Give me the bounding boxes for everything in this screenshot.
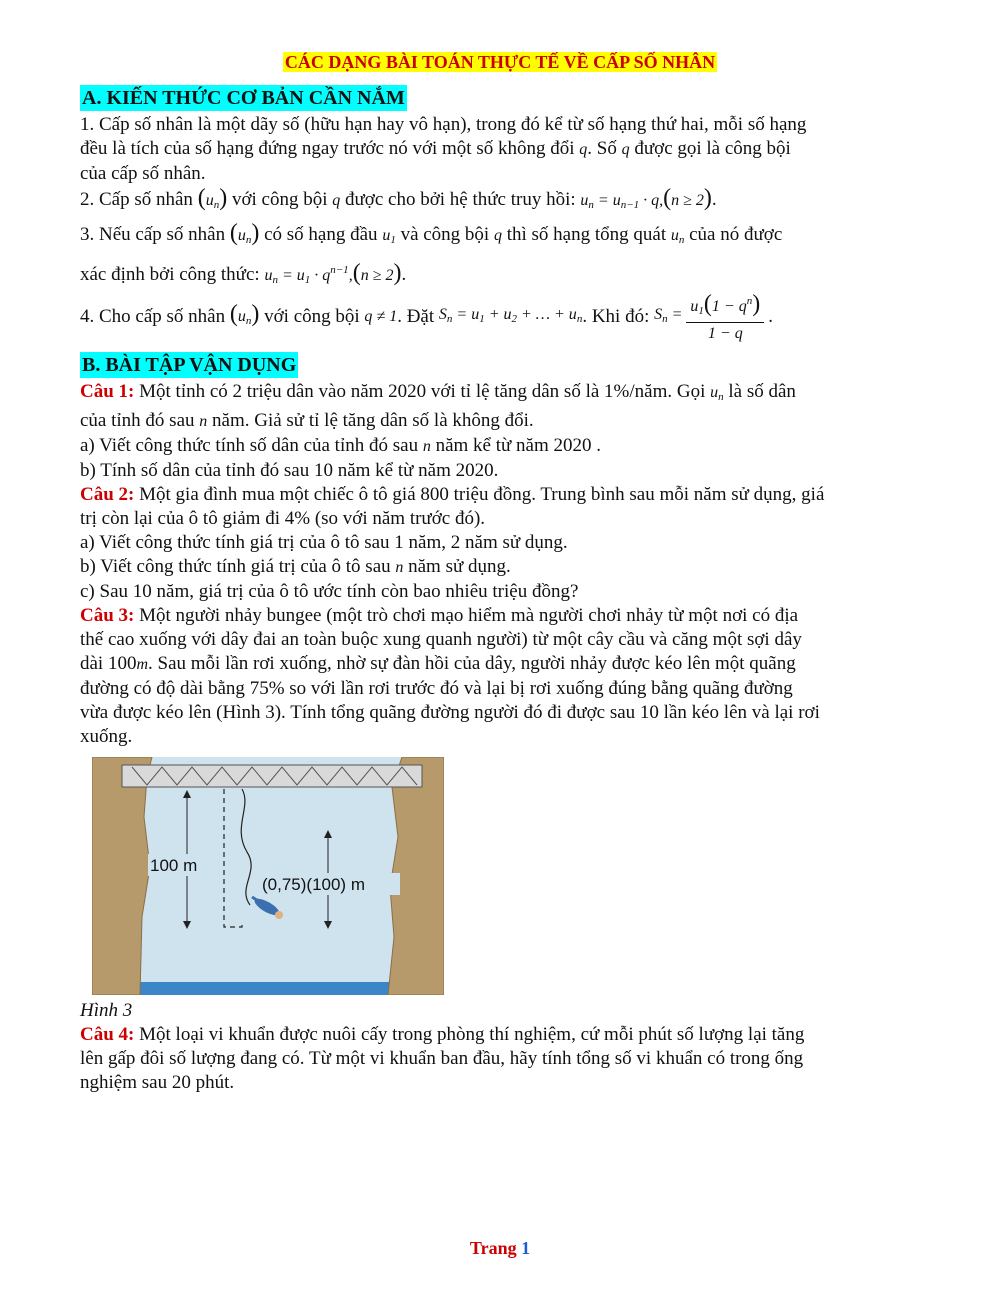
item2-text-c: được cho bởi hệ thức truy hồi: [344,189,576,210]
item3-line2: xác định bởi công thức: $u_n = u_1 \cdot q^{n-1},(n \ge 2)$. [80,260,407,286]
math-recurrence: $u_n = u_{n-1} \cdot q,(n \ge 2)$ [580,185,712,211]
bridge-deck [122,765,422,787]
q3-line2: thế cao xuống với dây đai an toàn buộc xung quanh người) từ một cây cầu và căng một sợi dây [80,629,802,650]
item3-text-f: xác định bởi công thức: [80,264,260,285]
math-un: $(u_n)$ [229,220,260,246]
item4-line: 4. Cho cấp số nhân $(u_n)$ với công bội q ≠ 1 . Đặt $S_n = u_1 + u_2$ + … + $u_n$ . Khi đó: $S_n$ = $\frac{u_1(1 - q^n)}{1 - q}$ . [80,292,920,342]
q2-a: a) Viết công thức tính giá trị của ô tô sau 1 năm, 2 năm sử dụng. [80,532,568,553]
q3-text-3b: . Sau mỗi lần rơi xuống, nhờ sự đàn hồi của dây, người nhảy được kéo lên một quãng [148,653,796,674]
item4-text-d: . Khi đó: [582,306,650,327]
item3-text-c: và công bội [400,224,490,245]
q3-length-number: 100 [107,653,137,674]
q2-line1 [80,483,920,507]
q3-text-1: Một người nhảy bungee (một trò chơi mạo hiểm mà người chơi nhảy từ một nơi có địa [139,605,799,626]
page-word: Trang [469,1238,517,1258]
item2-text-a: 2. Cấp số nhân [80,189,193,210]
q1-line1 [80,380,920,409]
q2-text-a: Một gia đình mua một chiếc ô tô giá 800 triệu đồng. Trung bình sau mỗi năm sử dụng, giá [139,484,825,505]
item4-text-a: 4. Cho cấp số nhân [80,306,226,327]
q1-text-c: của tỉnh đó sau [80,410,195,431]
section-b-heading: B. BÀI TẬP VẬN DỤNG [82,354,297,376]
q1-line2 [80,409,920,434]
math-u1: $u_1$ [382,227,396,246]
q3-label: Câu 3: [80,605,135,626]
item3-text-d: thì số hạng tổng quát [506,224,667,245]
figure-label-100m: 100 m [150,856,198,875]
q4-line1 [80,1023,920,1047]
math-un: $(u_n)$ [229,300,260,327]
q3-line4 [80,677,920,701]
math-n: n [422,438,431,455]
math-un: $(u_n)$ [197,185,228,211]
q2-label: Câu 2: [80,484,135,505]
page-footer [0,1238,1000,1259]
item4-text-c: . Đặt [397,306,435,327]
document-page [80,50,920,1095]
item2-line: 2. Cấp số nhân $(u_n)$ với công bội q được cho bởi hệ thức truy hồi: $u_n = u_{n-1} \cdot q,(n \ge 2)$. [80,185,717,211]
math-sum-def: $S_n = u_1 + u_2$ + … + $u_n$ [438,306,583,325]
q3-length-unit: m [136,656,149,673]
math-q-ne-1: q ≠ 1 [364,308,398,325]
page-number: 1 [521,1238,531,1258]
q3-text-4b: so với lần rơi trước đó và lại bị rơi xuống đúng bằng quãng đường [289,678,793,699]
q1-a [80,434,920,459]
item2-text-b: với công bội [231,189,328,210]
bungee-illustration [92,757,444,995]
figure-caption: Hình 3 [80,1000,133,1021]
q1-text-b: là số dân [728,381,796,402]
item1-line2 [80,137,920,162]
math-q: q [332,192,341,209]
q1-b: b) Tính số dân của tỉnh đó sau 10 năm kể từ năm 2020. [80,460,499,481]
q3-line3 [80,652,920,677]
q3-text-4a: đường có độ dài bằng [80,678,245,699]
math-un-plain: $u_n$ [710,384,724,403]
item3-text-e: của nó được [689,224,783,245]
q1-text-a: Một tỉnh có 2 triệu dân vào năm 2020 với tỉ lệ tăng dân số là 1%/năm. Gọi [139,381,706,402]
item1-text-c: được gọi là công bội [634,138,791,159]
q4-label: Câu 4: [80,1024,135,1045]
q3-length [108,653,148,674]
math-sum-formula: $S_n$ = [654,306,683,325]
q2-b [80,555,920,580]
q4-text-1: Một loại vi khuẩn được nuôi cấy trong phòng thí nghiệm, cứ mỗi phút số lượng lại tăng [139,1024,805,1045]
figure-label-075: (0,75)(100) m [262,875,365,894]
math-n: n [395,559,404,576]
math-q: q [579,141,588,158]
q1-text-d: năm. Giả sử tỉ lệ tăng dân số là không đổi. [212,410,534,431]
q3-pct: 75% [249,678,285,699]
math-fraction: $\frac{u_1(1 - q^n)}{1 - q}$ [686,290,764,345]
item3-text-a: 3. Nếu cấp số nhân [80,224,226,245]
q2-pct: 4% [284,508,311,529]
q1-label: Câu 1: [80,381,135,402]
math-q: q [493,227,502,244]
q1-a-text-1: a) Viết công thức tính số dân của tỉnh đó sau [80,435,419,456]
q3-text-3a: dài [80,653,104,674]
q2-b-text-1: b) Viết công thức tính giá trị của ô tô sau [80,556,391,577]
title-wrap [80,50,920,75]
q2-text-b: trị còn lại của ô tô giảm đi [80,508,280,529]
math-n: n [199,413,208,430]
item1-line3: của cấp số nhân. [80,163,206,184]
item3-line1 [80,221,920,252]
item3-text-b: có số hạng đầu [264,224,378,245]
item1-text-a: đều là tích của số hạng đứng ngay trước nó với một số không đổi [80,138,575,159]
math-q: q [621,141,630,158]
q3-line1 [80,604,920,628]
q1-a-text-2: năm kể từ năm 2020 . [435,435,602,456]
item1-line1: 1. Cấp số nhân là một dãy số (hữu hạn hay vô hạn), trong đó kể từ số hạng thứ hai, mỗi số hạng [80,114,807,135]
q3-line6: xuống. [80,726,133,747]
item4-text-b: với công bội [264,306,360,327]
q2-text-c: (so với năm trước đó). [314,508,486,529]
q2-line2 [80,507,920,531]
math-general-term: $u_n = u_1 \cdot q^{n-1},(n \ge 2)$ [264,260,402,286]
q2-c: c) Sau 10 năm, giá trị của ô tô ước tính còn bao nhiêu triệu đồng? [80,581,579,602]
q2-b-text-2: năm sử dụng. [408,556,511,577]
math-un-plain: $u_n$ [670,227,685,246]
q3-line5: vừa được kéo lên (Hình 3). Tính tổng quãng đường người đó đi được sau 10 lần kéo lên và lại rơi [80,702,820,723]
q4-line3: nghiệm sau 20 phút. [80,1072,235,1093]
bungee-figure [92,757,444,995]
section-a-heading: A. KIẾN THỨC CƠ BẢN CẦN NẮM [82,87,405,109]
item1-text-b: . Số [587,138,617,159]
q4-line2: lên gấp đôi số lượng đang có. Từ một vi khuẩn ban đầu, hãy tính tổng số vi khuẩn có trong ống [80,1048,804,1069]
page-title: CÁC DẠNG BÀI TOÁN THỰC TẾ VỀ CẤP SỐ NHÂN [284,52,716,72]
